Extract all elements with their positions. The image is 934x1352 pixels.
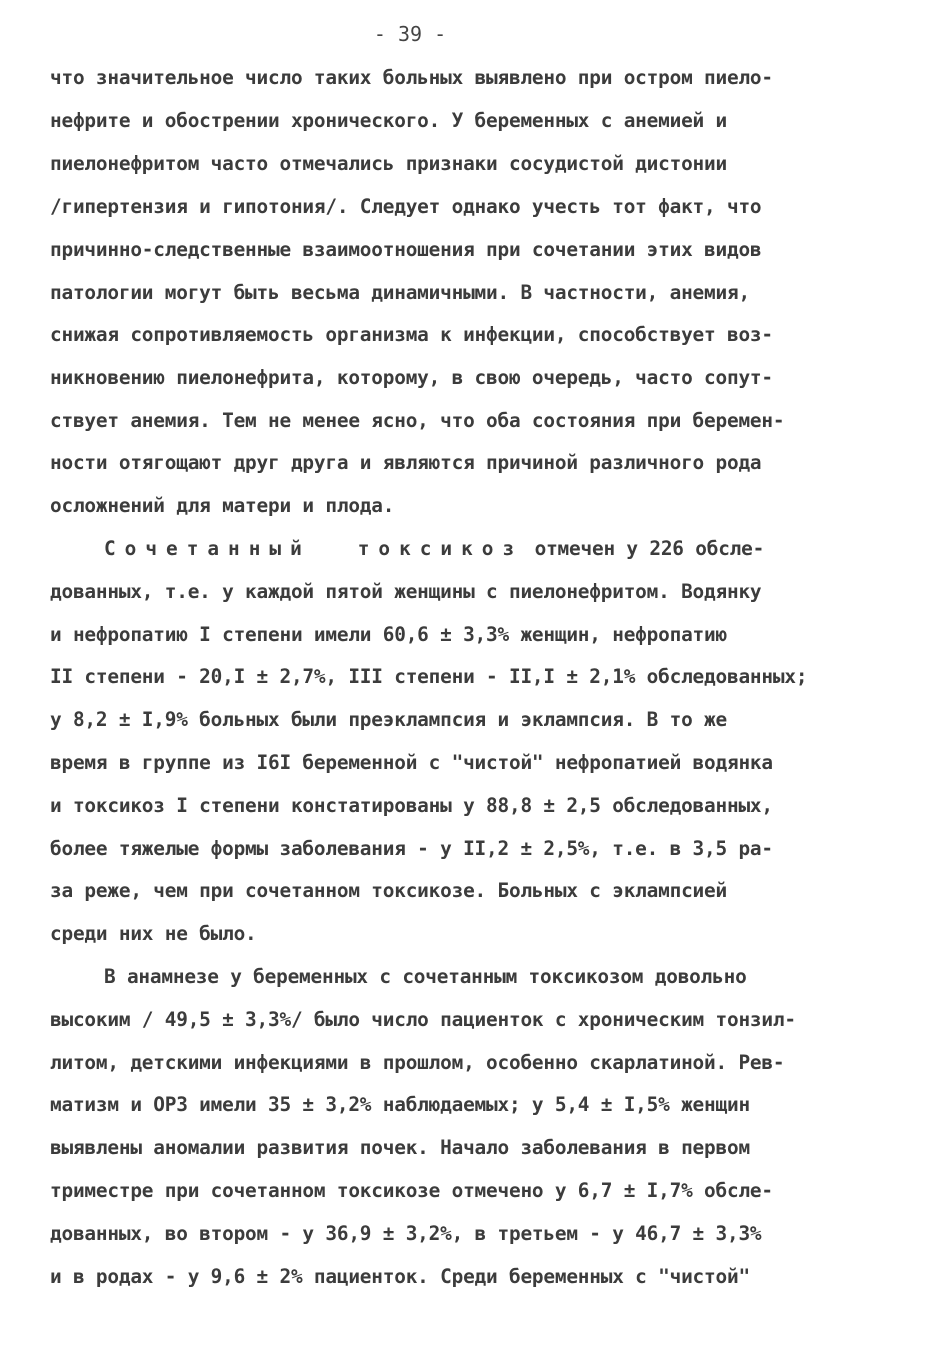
page-number: - 39 - bbox=[373, 22, 447, 46]
text-line: что значительное число таких больных выявлено при остром пиело- bbox=[50, 66, 773, 89]
paragraph-start-line: В анамнезе у беременных с сочетанным токсикозом довольно bbox=[104, 965, 747, 988]
text-line: более тяжелые формы заболевания - у II,2 ± 2,5%, т.е. в 3,5 ра- bbox=[50, 837, 773, 860]
paragraph-start-line bbox=[104, 537, 880, 561]
text-line: у 8,2 ± I,9% больных были преэклампсия и эклампсия. В то же bbox=[50, 708, 727, 731]
text-line: триместре при сочетанном токсикозе отмечено у 6,7 ± I,7% обсле- bbox=[50, 1179, 773, 1202]
text-line: и нефропатию I степени имели 60,6 ± 3,3% женщин, нефропатию bbox=[50, 623, 727, 646]
text-line: снижая сопротивляемость организма к инфекции, способствует воз- bbox=[50, 323, 773, 346]
text-line: /гипертензия и гипотония/. Следует однако учесть тот факт, что bbox=[50, 195, 762, 218]
text-line: никновению пиелонефрита, которому, в свою очередь, часто сопут- bbox=[50, 366, 773, 389]
text-line: причинно-следственные взаимоотношения при сочетании этих видов bbox=[50, 238, 762, 261]
text-line: выявлены аномалии развития почек. Начало заболевания в первом bbox=[50, 1136, 750, 1159]
text-line: высоким / 49,5 ± 3,3%/ было число пациенток с хроническим тонзил- bbox=[50, 1008, 796, 1031]
text-line: матизм и ОРЗ имели 35 ± 3,2% наблюдаемых; у 5,4 ± I,5% женщин bbox=[50, 1093, 750, 1116]
text-line: дованных, во втором - у 36,9 ± 3,2%, в третьем - у 46,7 ± 3,3% bbox=[50, 1222, 762, 1245]
text-line: литом, детскими инфекциями в прошлом, особенно скарлатиной. Рев- bbox=[50, 1051, 785, 1074]
text-line: среди них не было. bbox=[50, 922, 257, 945]
text-line: пиелонефритом часто отмечались признаки сосудистой дистонии bbox=[50, 152, 727, 175]
spaced-word: Сочетанный bbox=[104, 537, 311, 560]
spaced-word: токсикоз bbox=[357, 537, 524, 560]
text-line: дованных, т.е. у каждой пятой женщины с пиелонефритом. Водянку bbox=[50, 580, 762, 603]
text-line: за реже, чем при сочетанном токсикозе. Больных с эклампсией bbox=[50, 879, 727, 902]
text-line: II степени - 20,I ± 2,7%, III степени - II,I ± 2,1% обследованных; bbox=[50, 665, 808, 688]
text-line: нефрите и обострении хронического. У беременных с анемией и bbox=[50, 109, 727, 132]
text-line: ствует анемия. Тем не менее ясно, что оба состояния при беремен- bbox=[50, 409, 785, 432]
text-line: осложнений для матери и плода. bbox=[50, 494, 395, 517]
text-line: патологии могут быть весьма динамичными. В частности, анемия, bbox=[50, 281, 750, 304]
text-line: и в родах - у 9,6 ± 2% пациенток. Среди беременных с "чистой" bbox=[50, 1265, 750, 1288]
text-line: время в группе из I6I беременной с "чистой" нефропатией водянка bbox=[50, 751, 773, 774]
text-fragment: отмечен у 226 обсле- bbox=[534, 537, 765, 560]
text-line: ности отягощают друг друга и являются причиной различного рода bbox=[50, 451, 762, 474]
text-line: и токсикоз I степени констатированы у 88,8 ± 2,5 обследованных, bbox=[50, 794, 773, 817]
